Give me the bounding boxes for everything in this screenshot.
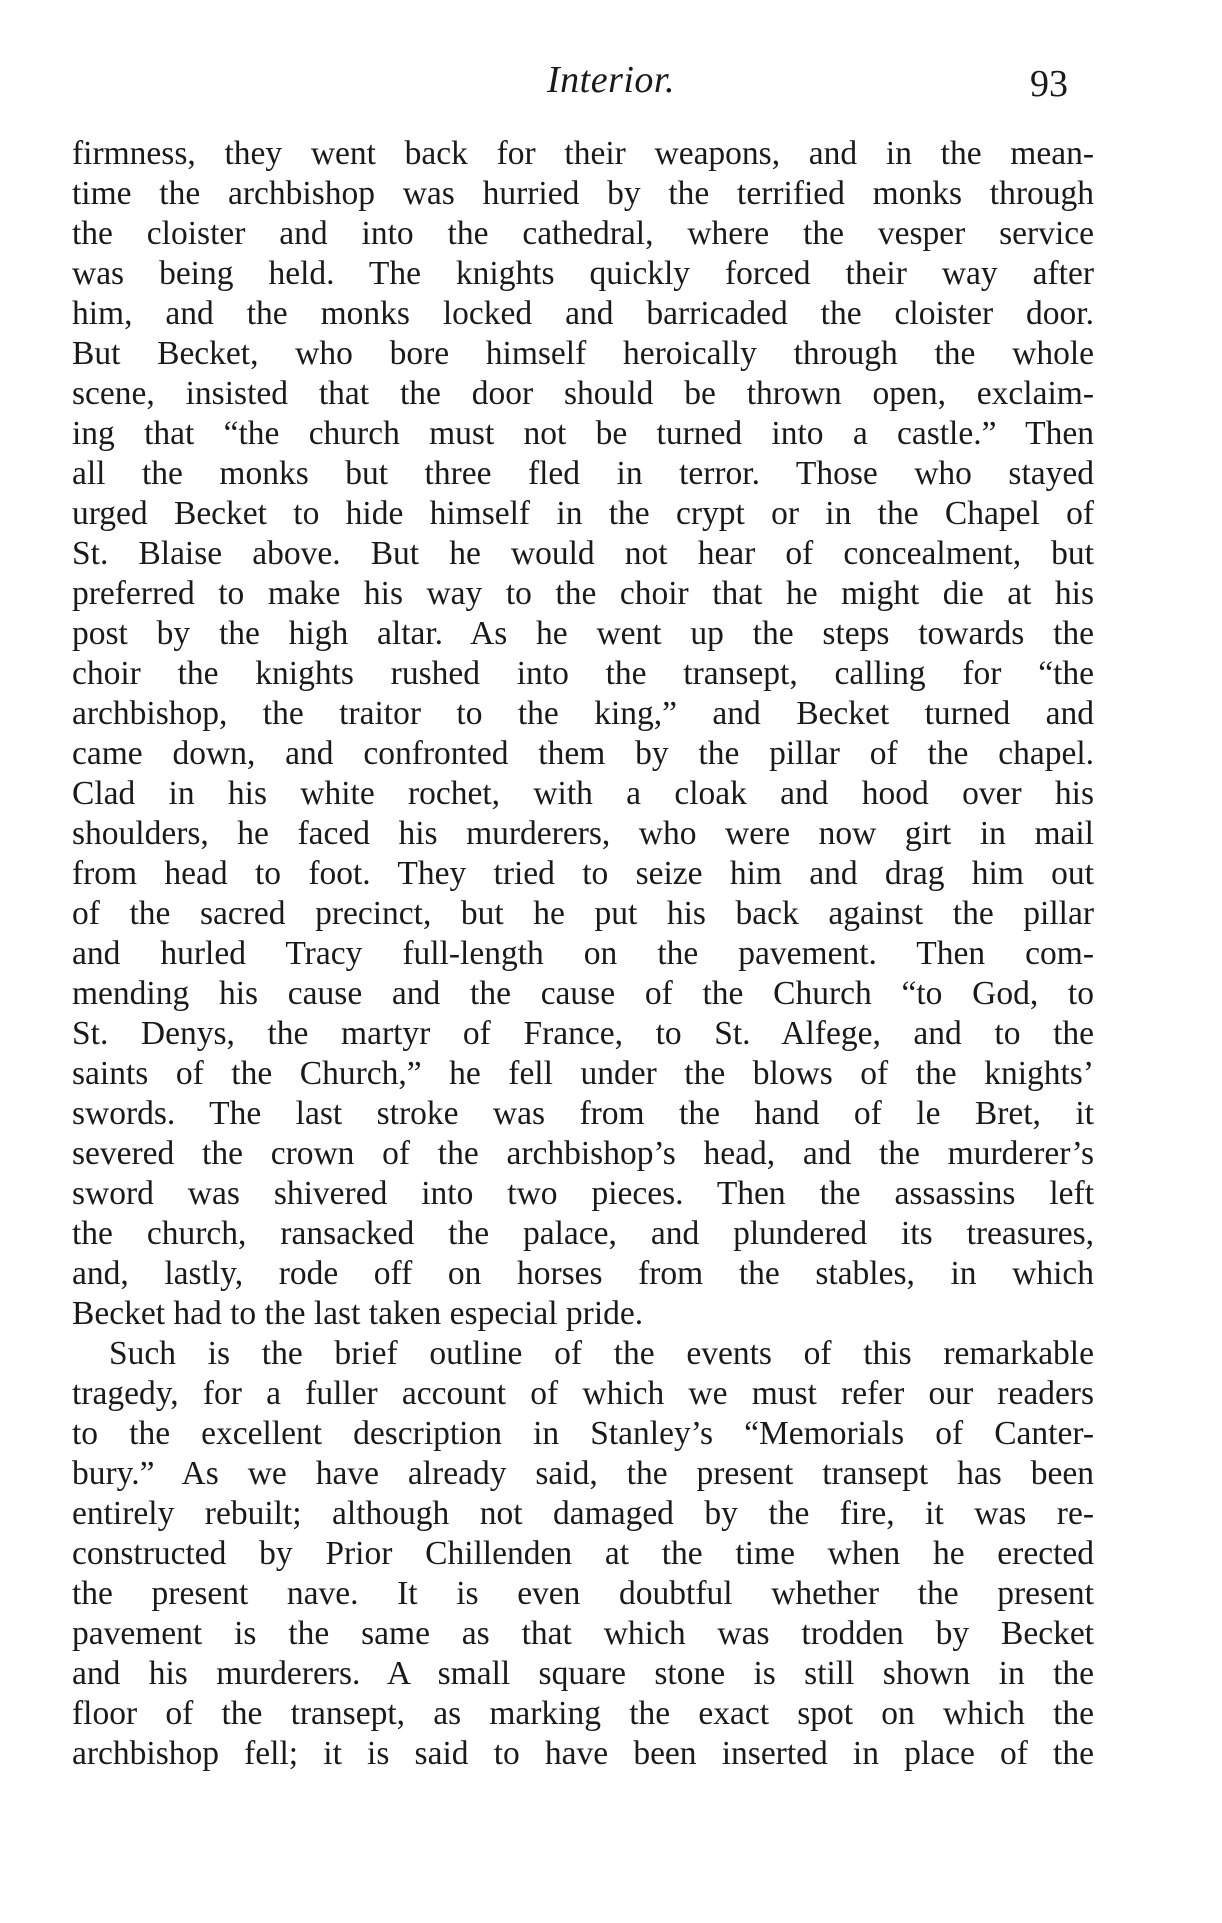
body-text <box>72 134 1094 1774</box>
text-line: ing that “the church must not be turned into a castle.” Then <box>72 415 1094 452</box>
text-line: firmness, they went back for their weapons, and in the mean- <box>72 135 1094 172</box>
text-line: tragedy, for a fuller account of which we must refer our readers <box>72 1375 1094 1412</box>
text-line: St. Blaise above. But he would not hear of concealment, but <box>72 535 1094 572</box>
text-line: the present nave. It is even doubtful whether the present <box>72 1575 1094 1612</box>
text-line: severed the crown of the archbishop’s head, and the murderer’s <box>72 1135 1094 1172</box>
text-line: choir the knights rushed into the transept, calling for “the <box>72 655 1094 692</box>
text-line: St. Denys, the martyr of France, to St. Alfege, and to the <box>72 1015 1094 1052</box>
text-line: archbishop, the traitor to the king,” and Becket turned and <box>72 695 1094 732</box>
text-line: Becket had to the last taken especial pride. <box>72 1295 644 1332</box>
text-line: shoulders, he faced his murderers, who were now girt in mail <box>72 815 1094 852</box>
text-line: was being held. The knights quickly forced their way after <box>72 255 1094 292</box>
text-line: time the archbishop was hurried by the terrified monks through <box>72 175 1094 212</box>
page-header <box>0 58 1222 108</box>
text-line: urged Becket to hide himself in the crypt or in the Chapel of <box>72 495 1094 532</box>
text-line: bury.” As we have already said, the present transept has been <box>72 1455 1094 1492</box>
text-line: mending his cause and the cause of the Church “to God, to <box>72 975 1094 1012</box>
text-line: and, lastly, rode off on horses from the stables, in which <box>72 1255 1094 1292</box>
text-line: to the excellent description in Stanley’s “Memorials of Canter- <box>72 1415 1094 1452</box>
text-line: the church, ransacked the palace, and plundered its treasures, <box>72 1215 1094 1252</box>
text-line: from head to foot. They tried to seize him and drag him out <box>72 855 1094 892</box>
text-line: sword was shivered into two pieces. Then the assassins left <box>72 1175 1094 1212</box>
text-line: of the sacred precinct, but he put his back against the pillar <box>72 895 1094 932</box>
page-number: 93 <box>1030 63 1068 105</box>
text-line: Such is the brief outline of the events of this remarkable <box>109 1335 1094 1372</box>
text-line: and hurled Tracy full-length on the pavement. Then com- <box>72 935 1094 972</box>
text-line: But Becket, who bore himself heroically through the whole <box>72 335 1094 372</box>
text-line: and his murderers. A small square stone is still shown in the <box>72 1655 1094 1692</box>
text-line: post by the high altar. As he went up the steps towards the <box>72 615 1094 652</box>
text-line: all the monks but three fled in terror. Those who stayed <box>72 455 1094 492</box>
text-line: him, and the monks locked and barricaded the cloister door. <box>72 295 1094 332</box>
text-line: floor of the transept, as marking the exact spot on which the <box>72 1695 1094 1732</box>
text-line: saints of the Church,” he fell under the blows of the knights’ <box>72 1055 1094 1092</box>
text-line: pavement is the same as that which was trodden by Becket <box>72 1615 1094 1652</box>
text-line: scene, insisted that the door should be thrown open, exclaim- <box>72 375 1094 412</box>
text-line: came down, and confronted them by the pillar of the chapel. <box>72 735 1094 772</box>
running-title: Interior. <box>547 59 675 101</box>
text-line: Clad in his white rochet, with a cloak and hood over his <box>72 775 1094 812</box>
text-line: constructed by Prior Chillenden at the time when he erected <box>72 1535 1094 1572</box>
text-line: archbishop fell; it is said to have been inserted in place of the <box>72 1735 1094 1772</box>
text-line: preferred to make his way to the choir that he might die at his <box>72 575 1094 612</box>
text-line: swords. The last stroke was from the hand of le Bret, it <box>72 1095 1094 1132</box>
text-line: entirely rebuilt; although not damaged by the fire, it was re- <box>72 1495 1094 1532</box>
text-line: the cloister and into the cathedral, where the vesper service <box>72 215 1094 252</box>
